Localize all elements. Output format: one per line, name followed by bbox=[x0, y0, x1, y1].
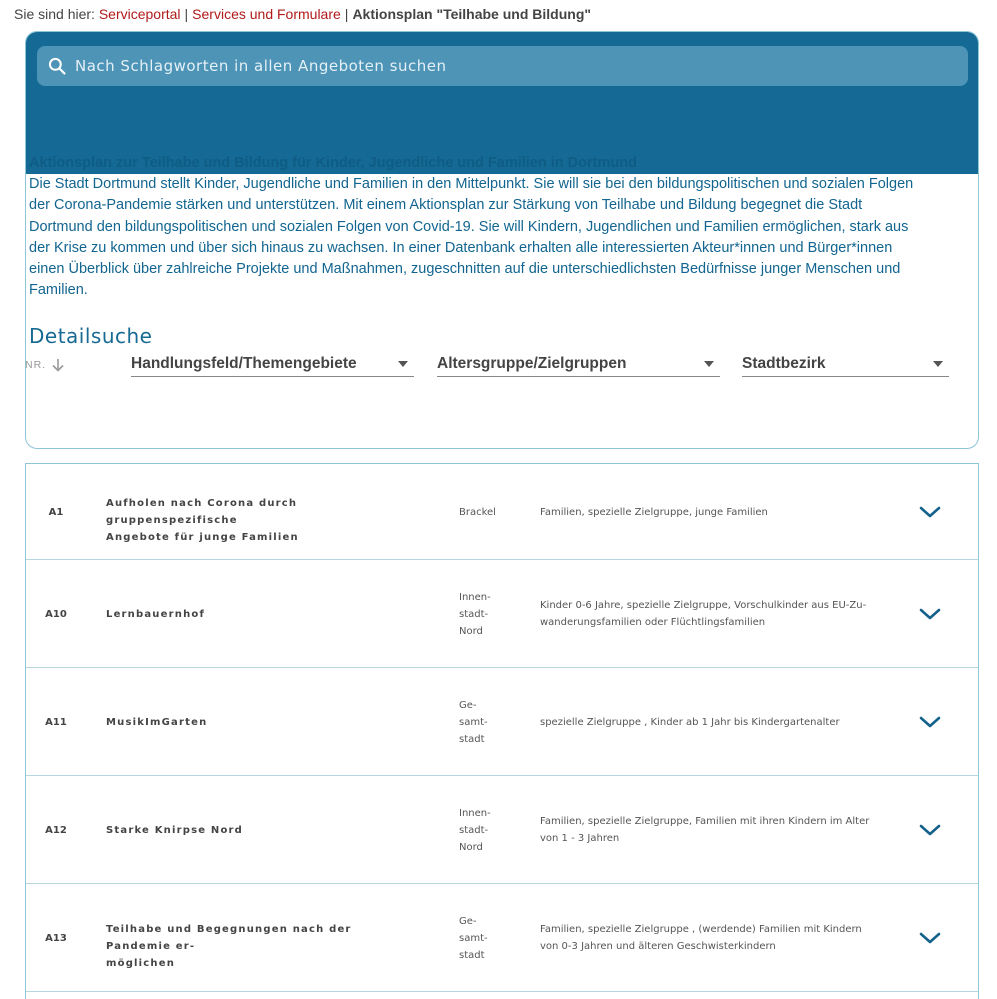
row-title: Lernbauernhof bbox=[106, 608, 206, 620]
chevron-down-icon[interactable] bbox=[919, 505, 941, 519]
sort-label: NR. bbox=[25, 359, 47, 371]
table-row[interactable] bbox=[26, 884, 978, 992]
chevron-down-icon[interactable] bbox=[919, 715, 941, 729]
row-number: A11 bbox=[45, 716, 67, 728]
search-input[interactable] bbox=[75, 57, 935, 75]
row-target-group: spezielle Zielgruppe , Kinder ab 1 Jahr bis Kindergartenalter bbox=[540, 716, 840, 728]
intro-paragraph: Die Stadt Dortmund stellt Kinder, Jugendliche und Familien in den Mittelpunkt. Sie will sie bei den bildungspolitischen und sozialen Folgen der Corona-Pandemie stärken und unterstützen. Mit einem Aktionsplan zur Stärkung von Teilhabe und Bildung begegnet die Stadt Dortmund den bildungspolitischen und sozialen Folgen von Covid-19. Sie will Kindern, Jugendlichen und Familien ermöglichen, stark aus der Krise zu kommen und über sich hinaus zu wachsen. In einer Datenbank erhalten alle interessierten Akteur*innen und Bürger*innen einen Überblick über zahlreiche Projekte und Maßnahmen, zugeschnitten auf die unterschiedlichsten Bedürfnisse junger Menschen und Familien. bbox=[29, 176, 914, 299]
sort-by-number-button[interactable] bbox=[25, 357, 66, 373]
row-title: Starke Knirpse Nord bbox=[106, 824, 244, 836]
row-title: MusikImGarten bbox=[106, 716, 208, 728]
row-district: Brackel bbox=[459, 506, 496, 518]
row-title: Teilhabe und Begegnungen nach der Pandemie er- möglichen bbox=[106, 924, 352, 969]
chevron-down-icon[interactable] bbox=[919, 607, 941, 621]
caret-down-icon bbox=[704, 361, 714, 367]
row-target-group: Kinder 0-6 Jahre, spezielle Zielgruppe, Vorschulkinder aus EU-Zu- wanderungsfamilien oder Flüchtlingsfamilien bbox=[540, 600, 867, 628]
breadcrumb: Sie sind hier: Serviceportal | Services und Formulare | Aktionsplan "Teilhabe und Bildung" bbox=[14, 6, 592, 22]
row-number: A10 bbox=[45, 608, 67, 620]
search-icon bbox=[47, 56, 67, 76]
filter-label: Altersgruppe/Zielgruppen bbox=[437, 354, 627, 372]
caret-down-icon bbox=[933, 361, 943, 367]
table-row[interactable] bbox=[26, 464, 978, 560]
table-row[interactable] bbox=[26, 668, 978, 776]
row-target-group: Familien, spezielle Zielgruppe , (werdende) Familien mit Kindern von 0-3 Jahren und älteren Geschwisterkindern bbox=[540, 924, 862, 952]
breadcrumb-link-services[interactable]: Services und Formulare bbox=[192, 6, 341, 22]
row-district: Ge- samt- stadt bbox=[459, 915, 488, 961]
chevron-down-icon[interactable] bbox=[919, 931, 941, 945]
table-row[interactable] bbox=[26, 560, 978, 668]
arrow-down-icon bbox=[50, 357, 66, 373]
intro-title: Aktionsplan zur Teilhabe und Bildung für Kinder, Jugendliche und Familien in Dortmund bbox=[29, 155, 637, 171]
row-number: A12 bbox=[45, 824, 67, 836]
row-number: A13 bbox=[45, 932, 67, 944]
row-district: Innen- stadt- Nord bbox=[459, 807, 491, 853]
row-district: Innen- stadt- Nord bbox=[459, 591, 491, 637]
intro-text-block bbox=[29, 153, 925, 301]
filter-altersgruppe[interactable] bbox=[437, 351, 720, 377]
row-number: A1 bbox=[48, 506, 64, 518]
row-target-group: Familien, spezielle Zielgruppe, junge Familien bbox=[540, 506, 768, 518]
filter-label: Handlungsfeld/Themengebiete bbox=[131, 354, 357, 372]
results-list bbox=[25, 463, 979, 999]
filter-handlungsfeld[interactable] bbox=[131, 351, 414, 377]
caret-down-icon bbox=[398, 361, 408, 367]
row-district: Ge- samt- stadt bbox=[459, 699, 488, 745]
table-row[interactable] bbox=[26, 776, 978, 884]
filter-label: Stadtbezirk bbox=[742, 354, 826, 372]
breadcrumb-prefix: Sie sind hier: bbox=[14, 6, 95, 22]
breadcrumb-current: Aktionsplan "Teilhabe und Bildung" bbox=[352, 6, 592, 22]
detail-search-title: Detailsuche bbox=[29, 324, 153, 348]
breadcrumb-link-serviceportal[interactable]: Serviceportal bbox=[98, 6, 181, 22]
row-title: Aufholen nach Corona durch gruppenspezifische Angebote für junge Familien bbox=[106, 498, 299, 543]
filter-stadtbezirk[interactable] bbox=[742, 351, 949, 377]
chevron-down-icon[interactable] bbox=[919, 823, 941, 837]
row-target-group: Familien, spezielle Zielgruppe, Familien mit ihren Kindern im Alter von 1 - 3 Jahren bbox=[540, 816, 870, 844]
search-bar[interactable] bbox=[37, 46, 968, 86]
